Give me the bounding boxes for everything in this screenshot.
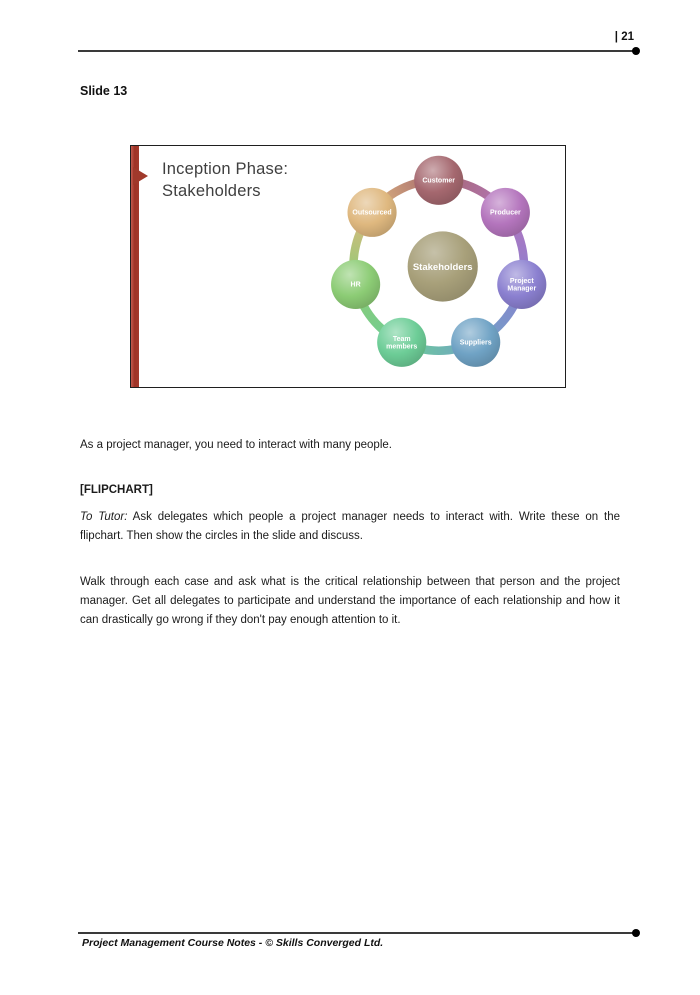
- page-number: | 21: [614, 31, 634, 43]
- slide-title: [162, 159, 288, 202]
- slide-heading: Slide 13: [80, 84, 128, 98]
- slide-arrow-icon: [133, 167, 148, 185]
- svg-text:Stakeholders: Stakeholders: [412, 262, 473, 274]
- svg-text:Suppliers: Suppliers: [459, 339, 492, 347]
- flipchart-label: [FLIPCHART]: [80, 484, 153, 496]
- footer-rule-dot: [632, 929, 640, 937]
- svg-text:ProjectManager: Project Manager: [507, 277, 537, 293]
- slide-image: [130, 145, 566, 388]
- svg-text:HR: HR: [350, 281, 361, 289]
- header-rule-dot: [632, 47, 640, 55]
- body-paragraph-walkthrough: Walk through each case and ask what is the critical relationship between that person and the project manager. Get all delegates to participate and understand the importance of each relationship and how it can drastically go wrong if they don't pay enough attention to it.: [80, 576, 620, 626]
- footer-rule: [78, 932, 637, 934]
- footer-text: Project Management Course Notes - © Skills Converged Ltd.: [82, 937, 384, 949]
- svg-text:Teammembers: Team members: [386, 335, 418, 351]
- svg-text:Outsourced: Outsourced: [352, 209, 392, 217]
- tutor-text: Ask delegates which people a project manager needs to interact with. Write these on the flipchart. Then show the circles in the slide and discuss.: [80, 511, 620, 542]
- tutor-paragraph: [80, 508, 620, 546]
- body-paragraph-intro: As a project manager, you need to interact with many people.: [80, 439, 392, 451]
- svg-text:Customer: Customer: [422, 177, 456, 185]
- slide-title-line2: Stakeholders: [162, 181, 261, 200]
- tutor-prefix: To Tutor:: [80, 511, 128, 523]
- slide-title-line1: Inception Phase:: [162, 160, 289, 178]
- svg-text:Producer: Producer: [489, 209, 521, 217]
- header-rule: [78, 50, 637, 52]
